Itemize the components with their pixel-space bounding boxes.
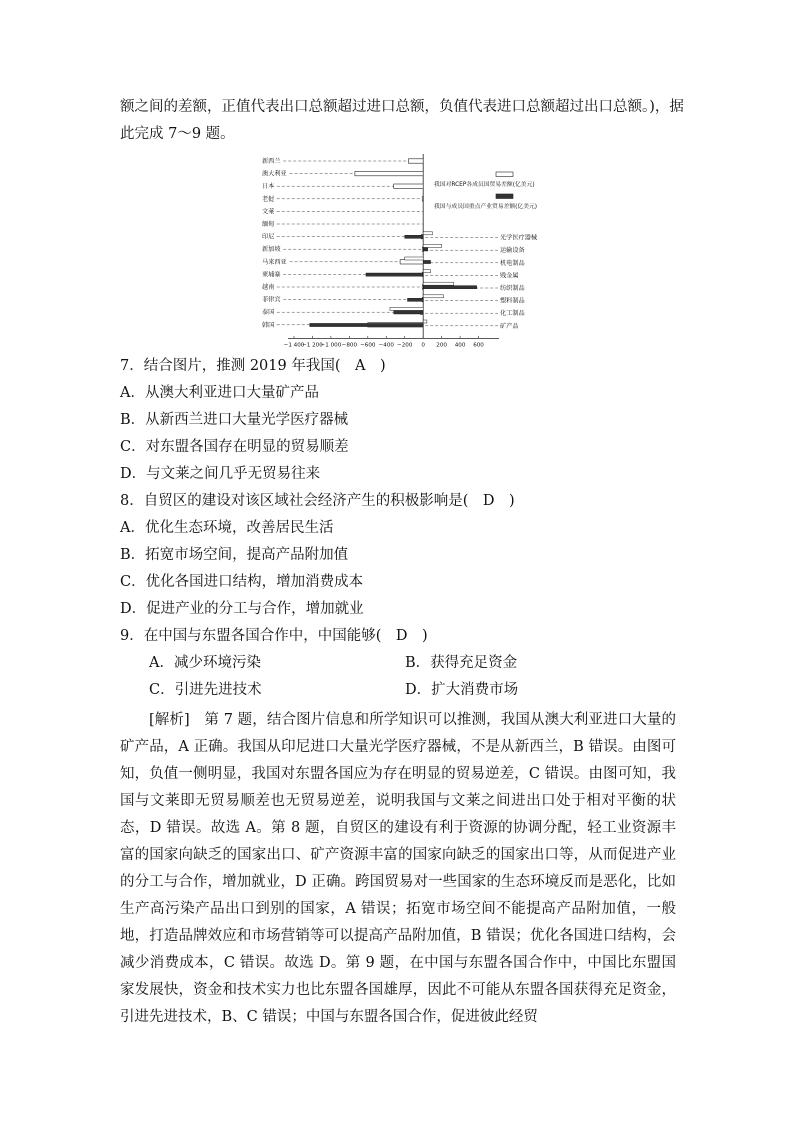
q7-option-d: D．与文莱之间几乎无贸易往来 — [120, 466, 321, 482]
industry-label: 纺织制品 — [500, 285, 525, 292]
q9-option-c: C．引进先进技术 — [149, 682, 262, 698]
country-bar — [408, 159, 423, 163]
industry-bar — [407, 298, 423, 301]
q8-option-d: D．促进产业的分工与合作，增加就业 — [120, 601, 364, 617]
industry-outline-bar — [423, 282, 453, 285]
country-label: 澳大利亚 — [262, 170, 287, 178]
q9-stem: 9．在中国与东盟各国合作中，中国能够( D ) — [120, 628, 428, 644]
q7-option-a: A．从澳大利亚进口大量矿产品 — [120, 385, 319, 401]
x-tick-label: −600 — [360, 342, 376, 348]
industry-outline-bar — [390, 307, 423, 310]
industry-label: 化工制品 — [500, 310, 525, 318]
legend-swatch — [496, 194, 513, 199]
q8-option-b: B．拓宽市场空间，提高产品附加值 — [120, 547, 349, 563]
country-label: 柬埔寨 — [262, 271, 281, 279]
x-tick-label: −1 000 — [320, 342, 342, 348]
analysis-text: [解析] 第 7 题，结合图片信息和所学知识可以推测，我国从澳大利亚进口大量的矿产品，A 正确。我国从印尼进口大量光学医疗器械，不是从新西兰，B 错误。由图可知，负值一侧明显，我国对东盟各国应为存在明显的贸易逆差，C 错误。由图可知，我国与文莱即无贸易顺差也无贸易逆差，说明我国与文莱之间进出口处于相对平衡的状态，D 错误。故选 A。第 8 题，自贸区的建设有利于资源的协调分配，轻工业资源丰富的国家向缺乏的国家出口、矿产资源丰富的国家向缺乏的国家出口等，从而促进产业的分工与合作，增加就业，D 正确。跨国贸易对一些国家的生态环境反而是恶化，比如生产高污染产品出口到别的国家，A 错误；拓宽市场空间不能提高产品附加值，一般地，打造品牌效应和市场营销等可以提高产品附加值，B 错误；优化各国进口结构，会减少消费成本，C 错误。故选 D。第 9 题，在中国与东盟各国合作中，中国比东盟国家发展快，资金和技术实力也比东盟各国雄厚，因此不可能从东盟各国获得充足资金，引进先进技术，B、C 错误；中国与东盟各国合作，促进彼此经贸 — [120, 712, 676, 1025]
industry-outline-bar — [423, 244, 441, 247]
industry-bar — [423, 260, 430, 263]
x-tick-label: −800 — [341, 342, 358, 348]
country-label: 韩国 — [262, 321, 275, 329]
q9-option-a: A．减少环境污染 — [149, 655, 261, 671]
industry-bar — [366, 273, 423, 276]
country-label: 印尼 — [262, 233, 275, 241]
industry-outline-bar — [423, 270, 430, 273]
q9-option-d: D．扩大消费市场 — [405, 682, 519, 698]
country-label: 新西兰 — [262, 158, 281, 165]
x-tick-label: 600 — [473, 342, 484, 348]
industry-bar — [310, 323, 423, 326]
q7-option-b: B．从新西兰进口大量光学医疗器械 — [120, 412, 349, 428]
country-label: 缅甸 — [262, 221, 275, 228]
legend-swatch — [496, 172, 513, 177]
intro-line-1: 额之间的差额，正值代表出口总额超过进口总额，负值代表进口总额超过出口总额。)，据 — [120, 99, 684, 115]
country-label: 老挝 — [262, 195, 275, 203]
legend-label: 我国对RCEP各成员国贸易差额(亿美元) — [434, 182, 535, 188]
legend-label: 我国与成员国重点产业贸易差额(亿美元) — [434, 204, 538, 210]
x-tick-label: −200 — [397, 342, 413, 348]
industry-bar — [405, 235, 423, 238]
industry-label: 贱金属 — [500, 272, 519, 280]
industry-label: 光学医疗器械 — [500, 234, 538, 242]
country-bar — [400, 260, 423, 264]
industry-outline-bar — [423, 320, 427, 323]
industry-label: 塑料制品 — [500, 297, 525, 305]
trade-balance-chart — [250, 152, 550, 348]
q8-stem: 8．自贸区的建设对该区域社会经济产生的积极影响是( D ) — [120, 493, 515, 509]
country-label: 日本 — [262, 183, 275, 191]
country-label: 菲律宾 — [262, 296, 281, 304]
analysis-paragraph — [120, 707, 676, 1031]
q7-stem: 7．结合图片，推测 2019 年我国( A ) — [120, 358, 386, 374]
industry-bar — [394, 311, 424, 314]
x-tick-label: 400 — [454, 342, 466, 348]
industry-bar — [423, 248, 428, 251]
industry-bar — [423, 286, 477, 289]
industry-label: 机电制品 — [500, 259, 525, 267]
q7-option-c: C．对东盟各国存在明显的贸易顺差 — [120, 439, 349, 455]
x-tick-label: −1 200 — [302, 342, 323, 348]
intro-line-2: 此完成 7～9 题。 — [120, 126, 235, 142]
x-tick-label: 0 — [421, 342, 425, 348]
country-label: 文莱 — [262, 208, 275, 216]
x-tick-label: −400 — [378, 342, 394, 348]
industry-label: 矿产品 — [500, 322, 519, 330]
country-label: 新加坡 — [262, 246, 281, 254]
industry-label: 运输设备 — [500, 247, 525, 255]
q8-option-a: A．优化生态环境，改善居民生活 — [120, 520, 334, 536]
country-bar — [355, 171, 423, 175]
country-label: 泰国 — [262, 309, 275, 317]
q9-option-b: B．获得充足资金 — [405, 655, 518, 671]
q8-option-c: C．优化各国进口结构，增加消费成本 — [120, 574, 364, 590]
industry-outline-bar — [423, 232, 432, 235]
country-label: 马来西亚 — [262, 258, 287, 266]
x-tick-label: 200 — [436, 342, 447, 348]
country-bar — [394, 184, 424, 188]
country-label: 越南 — [262, 284, 275, 291]
country-bar — [422, 197, 423, 201]
industry-outline-bar — [423, 295, 443, 298]
x-tick-label: −1 400 — [283, 342, 305, 348]
industry-outline-bar — [405, 257, 423, 260]
